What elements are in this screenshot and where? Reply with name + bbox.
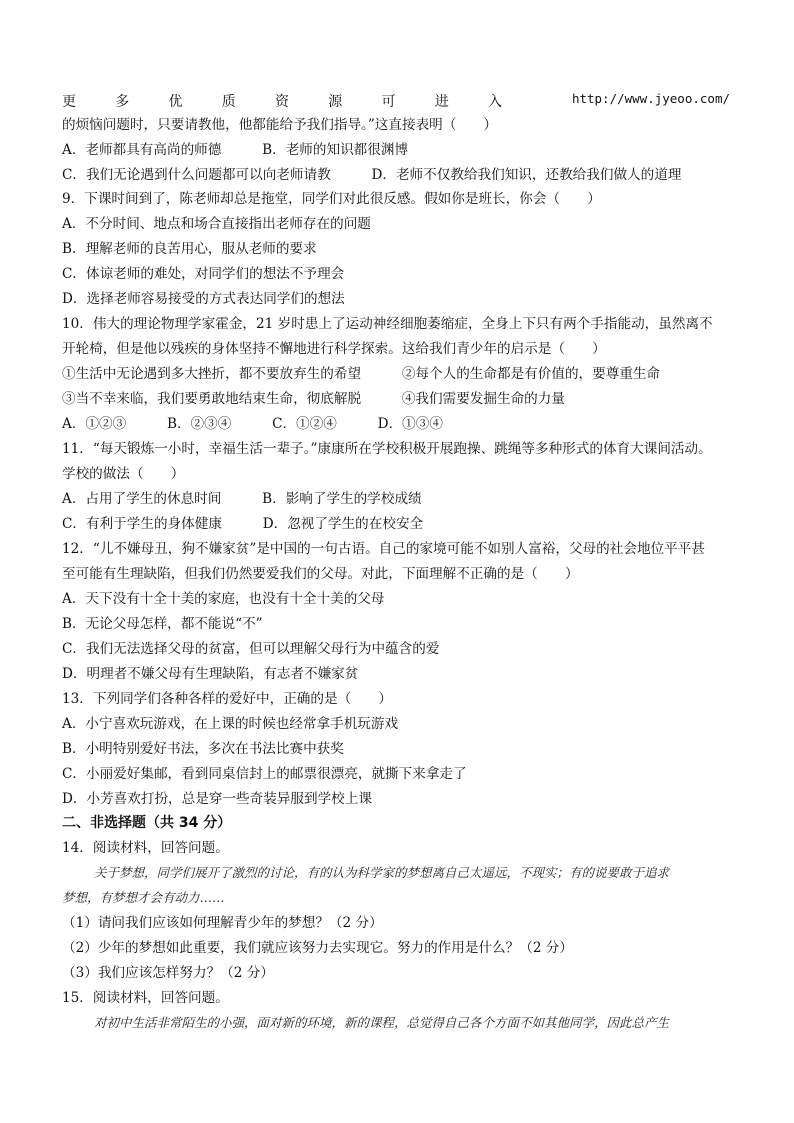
- reading-material: 关于梦想，同学们展开了激烈的讨论，有的认为科学家的梦想离自己太遥远，不现实；有的说要敢于追求: [94, 865, 670, 880]
- reading-material: 梦想，有梦想才会有动力……: [62, 890, 225, 905]
- question-stem: 10．伟大的理论物理学家霍金，21 岁时患上了运动神经细胞萎缩症，全身上下只有两个手指能动，虽然离不: [62, 316, 713, 332]
- option-line: C．我们无论遇到什么问题都可以向老师请教 D．老师不仅教给我们知识，还教给我们做人的道理: [62, 167, 682, 183]
- option-line: B．无论父母怎样，都不能说“不”: [62, 616, 263, 632]
- question-stem: 12．“儿不嫌母丑，狗不嫌家贫”是中国的一句古语。自己的家境可能不如别人富裕，父母的社会地位平平甚: [62, 541, 705, 557]
- option-line: C．我们无法选择父母的贫富，但可以理解父母行为中蕴含的爱: [62, 641, 440, 657]
- header-url-link[interactable]: http://www.jyeoo.com/: [571, 91, 730, 106]
- sub-question: （2）少年的梦想如此重要，我们就应该努力去实现它。努力的作用是什么？（2 分）: [62, 940, 573, 956]
- option-line: C．有利于学生的身体健康 D．忽视了学生的在校安全: [62, 516, 424, 532]
- option-line: A．天下没有十全十美的家庭，也没有十全十美的父母: [62, 591, 385, 607]
- option-line: D．选择老师容易接受的方式表达同学们的想法: [62, 291, 345, 307]
- header-char: 源: [328, 94, 343, 110]
- option-line: C．小丽爱好集邮，看到同桌信封上的邮票很漂亮，就撕下来拿走了: [62, 766, 467, 782]
- option-line: A．不分时间、地点和场合直接指出老师存在的问题: [62, 216, 371, 232]
- option-line: A．①②③ B．②③④ C．①②④ D．①③④: [62, 416, 443, 432]
- question-stem: 学校的做法（ ）: [62, 466, 185, 482]
- option-line: B．小明特别爱好书法，多次在书法比赛中获奖: [62, 741, 344, 757]
- question-stem: 至可能有生理缺陷，但我们仍然要爱我们的父母。对此，下面理解不正确的是（ ）: [62, 566, 579, 582]
- option-line: A．老师都具有高尚的师德 B．老师的知识都很渊博: [62, 142, 409, 158]
- question-stem: 开轮椅，但是他以残疾的身体坚持不懈地进行科学探索。这给我们青少年的启示是（ ）: [62, 341, 606, 357]
- header-text: [62, 91, 502, 111]
- text-line: 的烦恼问题时，只要请教他，他都能给予我们指导。”这直接表明（ ）: [62, 117, 498, 133]
- option-line: C．体谅老师的难处，对同学们的想法不予理会: [62, 266, 345, 282]
- statement-line: ①生活中无论遇到多大挫折，都不要放弃生的希望 ②每个人的生命都是有价值的，要尊重生命: [62, 366, 661, 382]
- option-line: B．理解老师的良苦用心，服从老师的要求: [62, 241, 317, 257]
- sub-question: （1）请问我们应该如何理解青少年的梦想？（2 分）: [62, 915, 383, 931]
- option-line: D．小芳喜欢打扮，总是穿一些奇装异服到学校上课: [62, 791, 372, 807]
- header-char: 优: [168, 94, 183, 110]
- sub-question: （3）我们应该怎样努力？（2 分）: [62, 965, 274, 981]
- header-char: 更: [62, 94, 76, 110]
- header-char: 入: [488, 94, 502, 110]
- question-stem: 9．下课时间到了，陈老师却总是拖堂，同学们对此很反感。假如你是班长，你会（ ）: [62, 191, 601, 207]
- question-stem: 14．阅读材料，回答问题。: [62, 840, 229, 856]
- section-title: 二、非选择题（共 34 分）: [62, 815, 232, 831]
- header-banner: [62, 91, 730, 111]
- reading-material: 对初中生活非常陌生的小强，面对新的环境，新的课程，总觉得自己各个方面不如其他同学，因此总产生: [94, 1015, 670, 1030]
- header-char: 多: [115, 94, 130, 110]
- question-stem: 15．阅读材料，回答问题。: [62, 990, 229, 1006]
- option-line: D．明理者不嫌父母有生理缺陷，有志者不嫌家贫: [62, 666, 359, 682]
- statement-line: ③当不幸来临，我们要勇敢地结束生命，彻底解脱 ④我们需要发掘生命的力量: [62, 391, 565, 407]
- header-char: 可: [381, 94, 396, 110]
- question-stem: 11．“每天锻炼一小时，幸福生活一辈子。”康康所在学校积极开展跑操、跳绳等多种形式的体育大课间活动。: [62, 441, 712, 457]
- header-char: 进: [434, 94, 449, 110]
- option-line: A．占用了学生的休息时间 B．影响了学生的学校成绩: [62, 491, 422, 507]
- header-char: 资: [275, 94, 289, 110]
- question-stem: 13．下列同学们各种各样的爱好中，正确的是（ ）: [62, 691, 392, 707]
- header-char: 质: [221, 94, 236, 110]
- option-line: A．小宁喜欢玩游戏，在上课的时候也经常拿手机玩游戏: [62, 716, 399, 732]
